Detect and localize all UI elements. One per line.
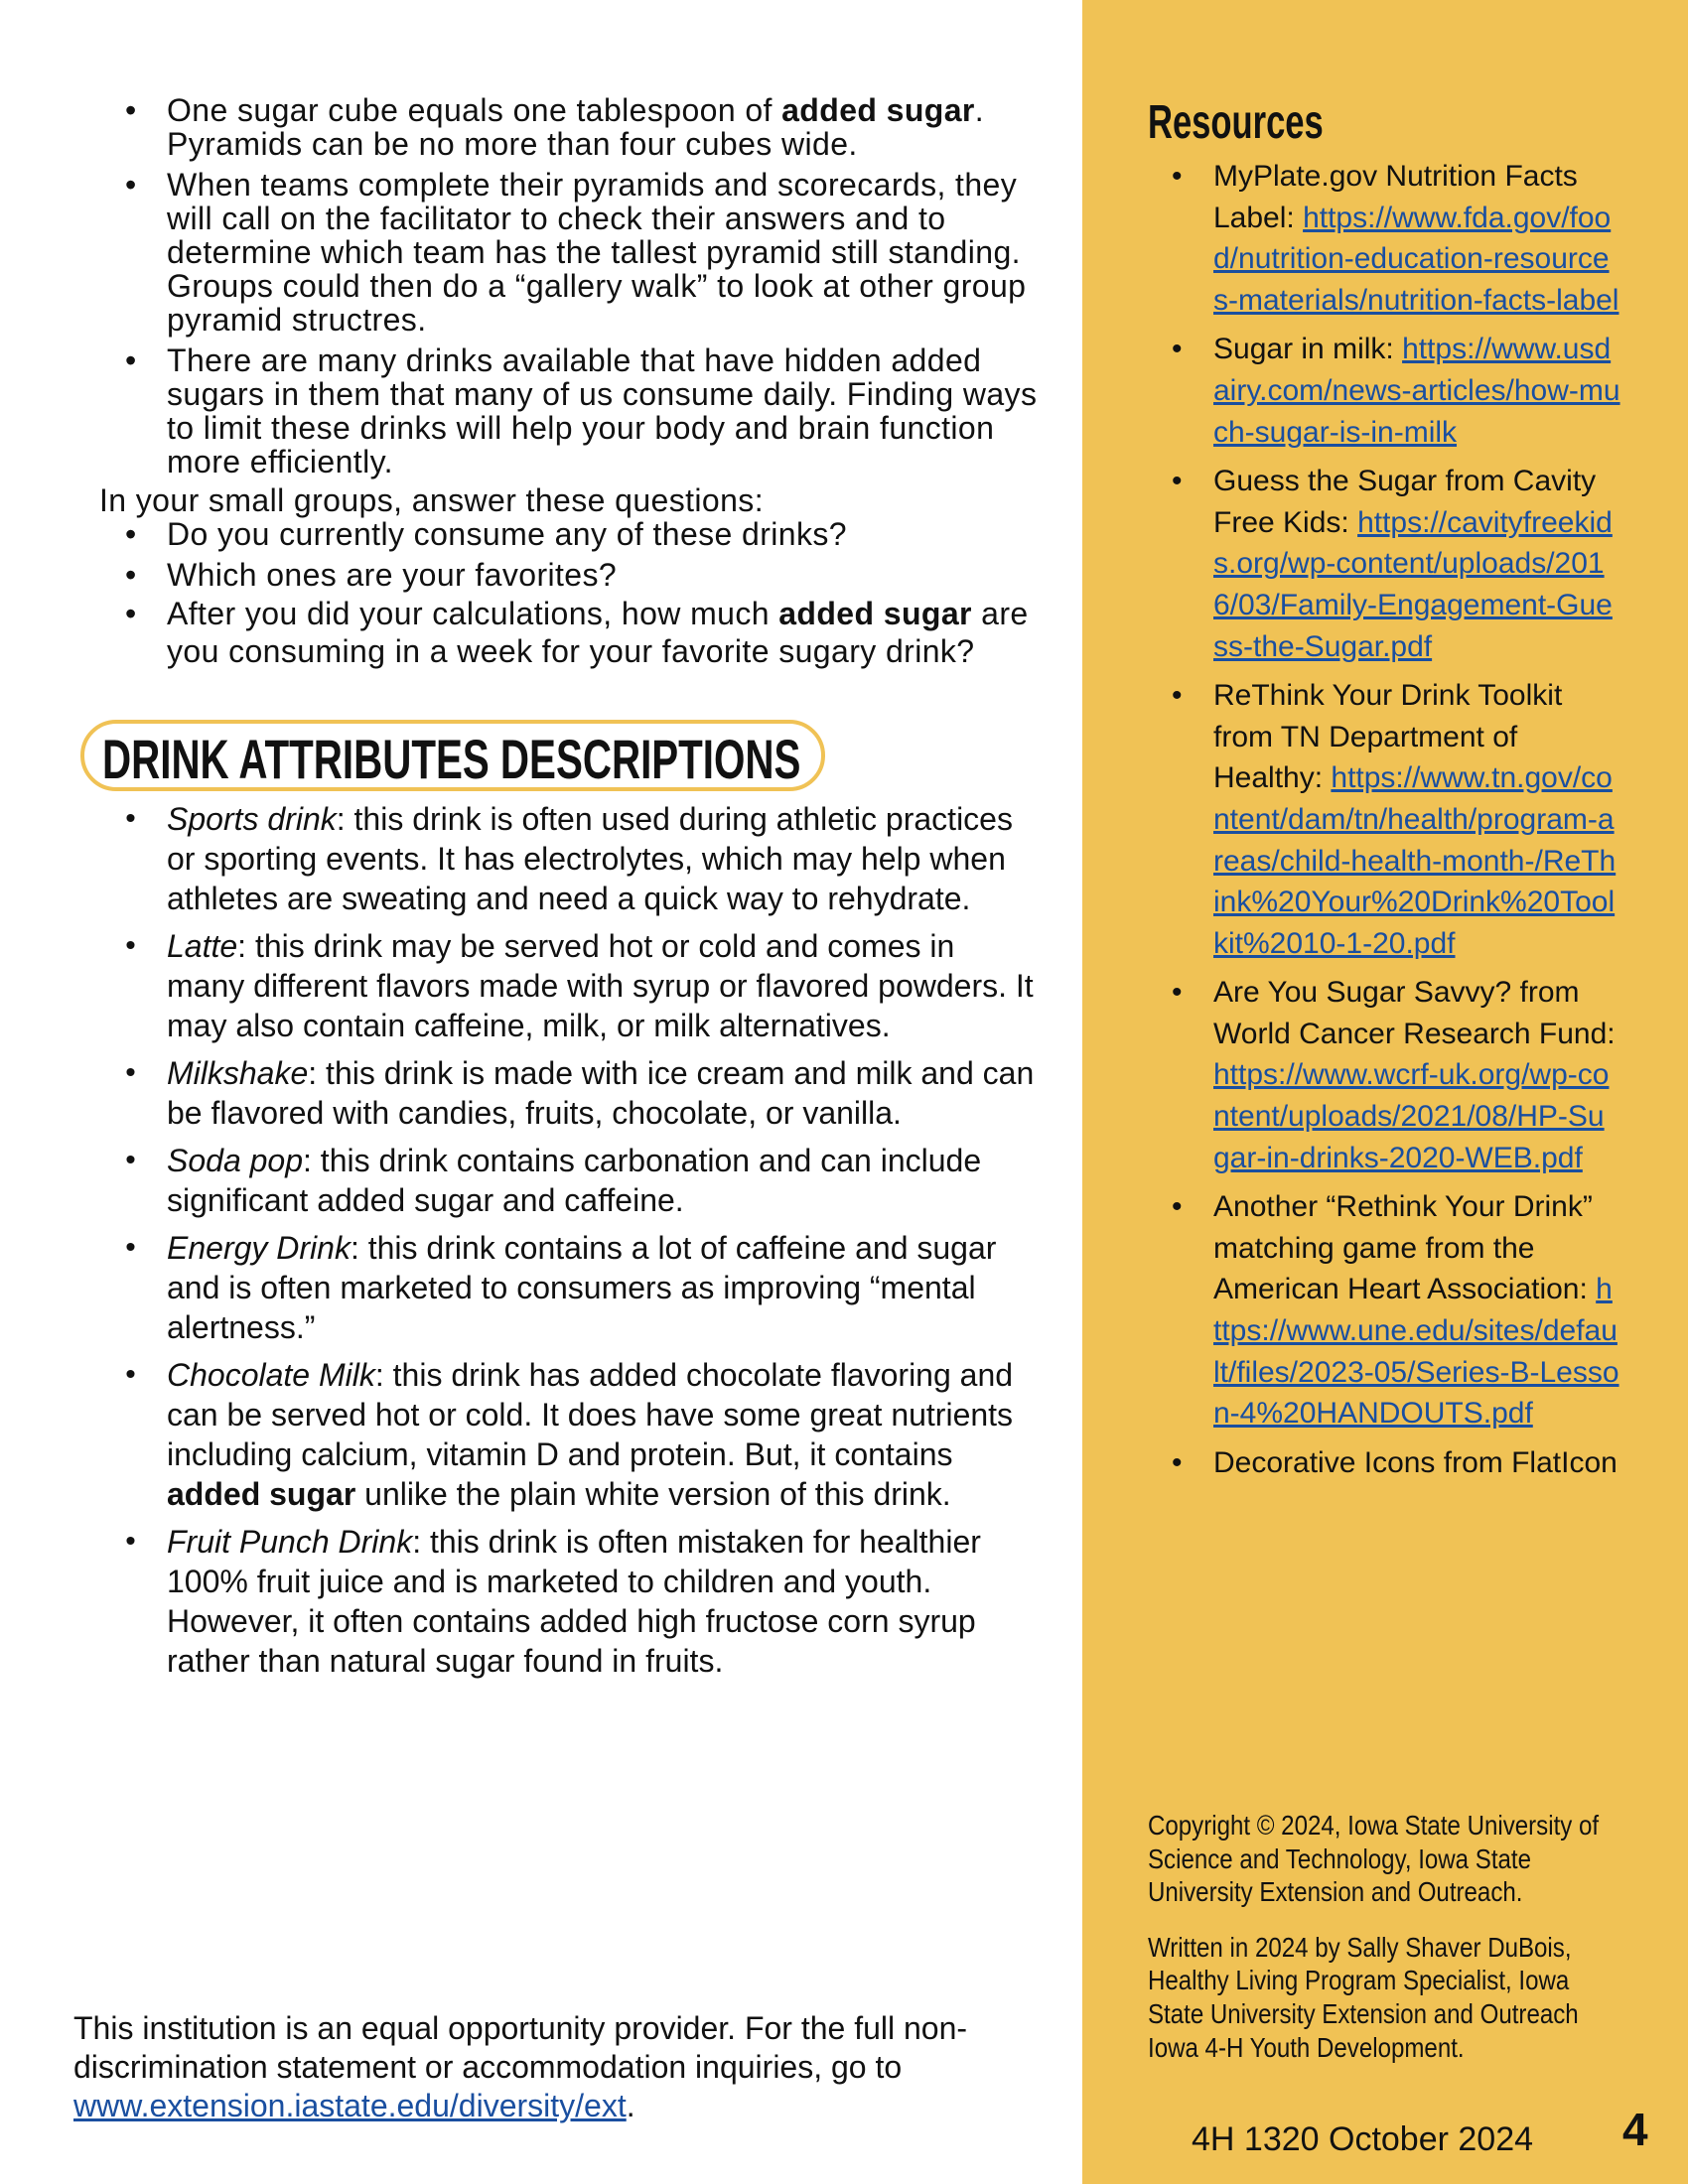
item-text: ReThink Your Drink Toolkit from TN Department of Healthy:	[1213, 679, 1563, 795]
drink-name: Fruit Punch Drink	[167, 1524, 413, 1560]
list-item	[125, 1141, 1041, 1220]
instruction-list	[125, 92, 1041, 479]
list-item	[1172, 1186, 1620, 1434]
emphasis-text: added sugar	[781, 92, 975, 128]
list-item	[125, 557, 1041, 593]
bullet-icon: •	[125, 167, 137, 203]
resource-link[interactable]: https://www.tn.gov/content/dam/tn/health/program-areas/child-health-month-/ReThink%20Your%20Drink%20Toolkit%2010-1-20.pdf	[1213, 761, 1617, 960]
diversity-link[interactable]: www.extension.iastate.edu/diversity/ext	[73, 2088, 627, 2123]
copyright: Copyright © 2024, Iowa State University of Science and Technology, Iowa State University Extension and Outreach.	[1148, 1810, 1600, 1908]
item-text: After you did your calculations, how much	[167, 596, 779, 631]
item-text: There are many drinks available that have hidden added sugars in them that many of us consume daily. Finding ways to limit these drinks will help your body and brain function more efficiently.	[167, 342, 1038, 479]
item-text: : this drink has added chocolate flavoring and can be served hot or cold. It does have some great nutrients including calcium, vitamin D and protein. But, it contains	[167, 1357, 1014, 1472]
list-item	[125, 595, 1041, 670]
list-item	[125, 799, 1041, 918]
list-item	[125, 1522, 1041, 1681]
credits	[1148, 1809, 1626, 2086]
item-text: unlike the plain white version of this drink.	[355, 1476, 951, 1512]
item-text: MyPlate.gov Nutrition Facts Label:	[1213, 160, 1578, 234]
item-text: Do you currently consume any of these drinks?	[167, 516, 847, 552]
list-item	[125, 926, 1041, 1045]
item-text: . Pyramids can be no more than four cubes wide.	[167, 92, 985, 162]
drink-name: Soda pop	[167, 1143, 304, 1178]
drink-name: Milkshake	[167, 1055, 309, 1091]
bullet-icon: •	[1172, 1445, 1183, 1479]
drink-name: Latte	[167, 928, 238, 964]
activity-instructions	[99, 92, 1041, 677]
drink-name: Chocolate Milk	[167, 1357, 375, 1393]
list-item	[125, 167, 1041, 338]
bullet-icon: •	[125, 1358, 136, 1391]
drink-descriptions	[125, 799, 1041, 1689]
drink-name: Energy Drink	[167, 1230, 351, 1266]
item-text: One sugar cube equals one tablespoon of	[167, 92, 782, 128]
bullet-icon: •	[125, 342, 137, 378]
list-item	[125, 1228, 1041, 1347]
resource-link[interactable]: https://www.usdairy.com/news-articles/how-much-sugar-is-in-milk	[1213, 333, 1620, 449]
list-item	[1172, 329, 1620, 453]
item-text: : this drink contains carbonation and can include significant added sugar and caffeine.	[167, 1143, 982, 1218]
list-item	[1172, 461, 1620, 667]
resources-list-wrap	[1172, 156, 1620, 1491]
bullet-icon: •	[1172, 160, 1183, 193]
item-text: : this drink is made with ice cream and milk and can be flavored with candies, fruits, chocolate, or vanilla.	[167, 1055, 1035, 1131]
list-item	[125, 516, 1041, 552]
bullet-icon: •	[1172, 1190, 1183, 1224]
item-text: Sugar in milk:	[1213, 333, 1403, 366]
author-credit: Written in 2024 by Sally Shaver DuBois, Healthy Living Program Specialist, Iowa State University Extension and Outreach Iowa 4-H Youth Development.	[1148, 1931, 1579, 2063]
list-item	[125, 1053, 1041, 1133]
resource-link[interactable]: https://cavityfreekids.org/wp-content/uploads/2016/03/Family-Engagement-Guess-the-Sugar.pdf	[1213, 505, 1613, 663]
document-number: 4H 1320 October 2024	[1192, 2120, 1534, 2158]
bullet-icon: •	[125, 1056, 136, 1089]
item-text: are you consuming in a week for your favorite sugary drink?	[167, 596, 1029, 669]
bullet-icon: •	[125, 92, 137, 128]
resources-title: Resources	[1148, 96, 1324, 149]
bullet-icon: •	[1172, 679, 1183, 713]
list-item	[1172, 675, 1620, 964]
bullet-icon: •	[125, 596, 137, 631]
statement-end: .	[626, 2088, 635, 2123]
item-text: Guess the Sugar from Cavity Free Kids:	[1213, 465, 1597, 539]
question-list	[125, 516, 1041, 670]
questions-intro: In your small groups, answer these questions:	[99, 482, 764, 518]
list-item	[125, 1355, 1041, 1514]
item-text: Which ones are your favorites?	[167, 557, 618, 593]
bullet-icon: •	[125, 1144, 136, 1176]
item-text: : this drink is often used during athletic practices or sporting events. It has electrolytes, which may help when athletes are sweating and need a quick way to rehydrate.	[167, 801, 1013, 916]
list-item	[125, 342, 1041, 479]
item-text: Decorative Icons from FlatIcon	[1213, 1445, 1618, 1479]
item-text: Are You Sugar Savvy? from World Cancer Research Fund:	[1213, 976, 1616, 1050]
bullet-icon: •	[1172, 976, 1183, 1010]
item-text: When teams complete their pyramids and scorecards, they will call on the facilitator to check their answers and to determine which team has the tallest pyramid still standing. Groups could then do a “gallery walk” to look at other group pyramid structres.	[167, 167, 1027, 338]
item-text: : this drink may be served hot or cold and comes in many different flavors made with syrup or flavored powders. It may also contain caffeine, milk, or milk alternatives.	[167, 928, 1034, 1043]
resource-link[interactable]: https://www.une.edu/sites/default/files/2023-05/Series-B-Lesson-4%20HANDOUTS.pdf	[1213, 1273, 1619, 1431]
emphasis-text: added sugar	[167, 1476, 356, 1512]
bullet-icon: •	[125, 1231, 136, 1264]
bullet-icon: •	[125, 802, 136, 835]
item-text: Another “Rethink Your Drink” matching game from the American Heart Association:	[1213, 1190, 1597, 1306]
bullet-icon: •	[125, 929, 136, 962]
section-heading	[80, 720, 825, 791]
item-text: : this drink contains a lot of caffeine and sugar and is often marketed to consumers as improving “mental alertness.”	[167, 1230, 997, 1345]
drink-name: Sports drink	[167, 801, 337, 837]
item-text: : this drink is often mistaken for healthier 100% fruit juice and is marketed to children and youth. However, it often contains added high fructose corn syrup rather than natural sugar found in fruits.	[167, 1524, 981, 1679]
list-item	[1172, 1442, 1620, 1484]
emphasis-text: added sugar	[778, 596, 972, 631]
description-list	[125, 799, 1041, 1681]
list-item	[1172, 972, 1620, 1178]
resources-list	[1172, 156, 1620, 1483]
equal-opportunity-statement	[73, 2009, 1066, 2125]
resource-link[interactable]: https://www.fda.gov/food/nutrition-education-resources-materials/nutrition-facts-label	[1213, 201, 1619, 317]
bullet-icon: •	[125, 516, 137, 552]
list-item	[125, 92, 1041, 162]
section-heading-text: DRINK ATTRIBUTES DESCRIPTIONS	[102, 728, 801, 790]
list-item	[1172, 156, 1620, 321]
bullet-icon: •	[125, 557, 137, 593]
bullet-icon: •	[1172, 333, 1183, 366]
resource-link[interactable]: https://www.wcrf-uk.org/wp-content/uploads/2021/08/HP-Sugar-in-drinks-2020-WEB.pdf	[1213, 1058, 1610, 1174]
page-number: 4	[1622, 2104, 1648, 2155]
bullet-icon: •	[1172, 465, 1183, 498]
bullet-icon: •	[125, 1525, 136, 1558]
statement-text: This institution is an equal opportunity provider. For the full non-discrimination statement or accommodation inquiries, go to	[73, 2010, 968, 2085]
